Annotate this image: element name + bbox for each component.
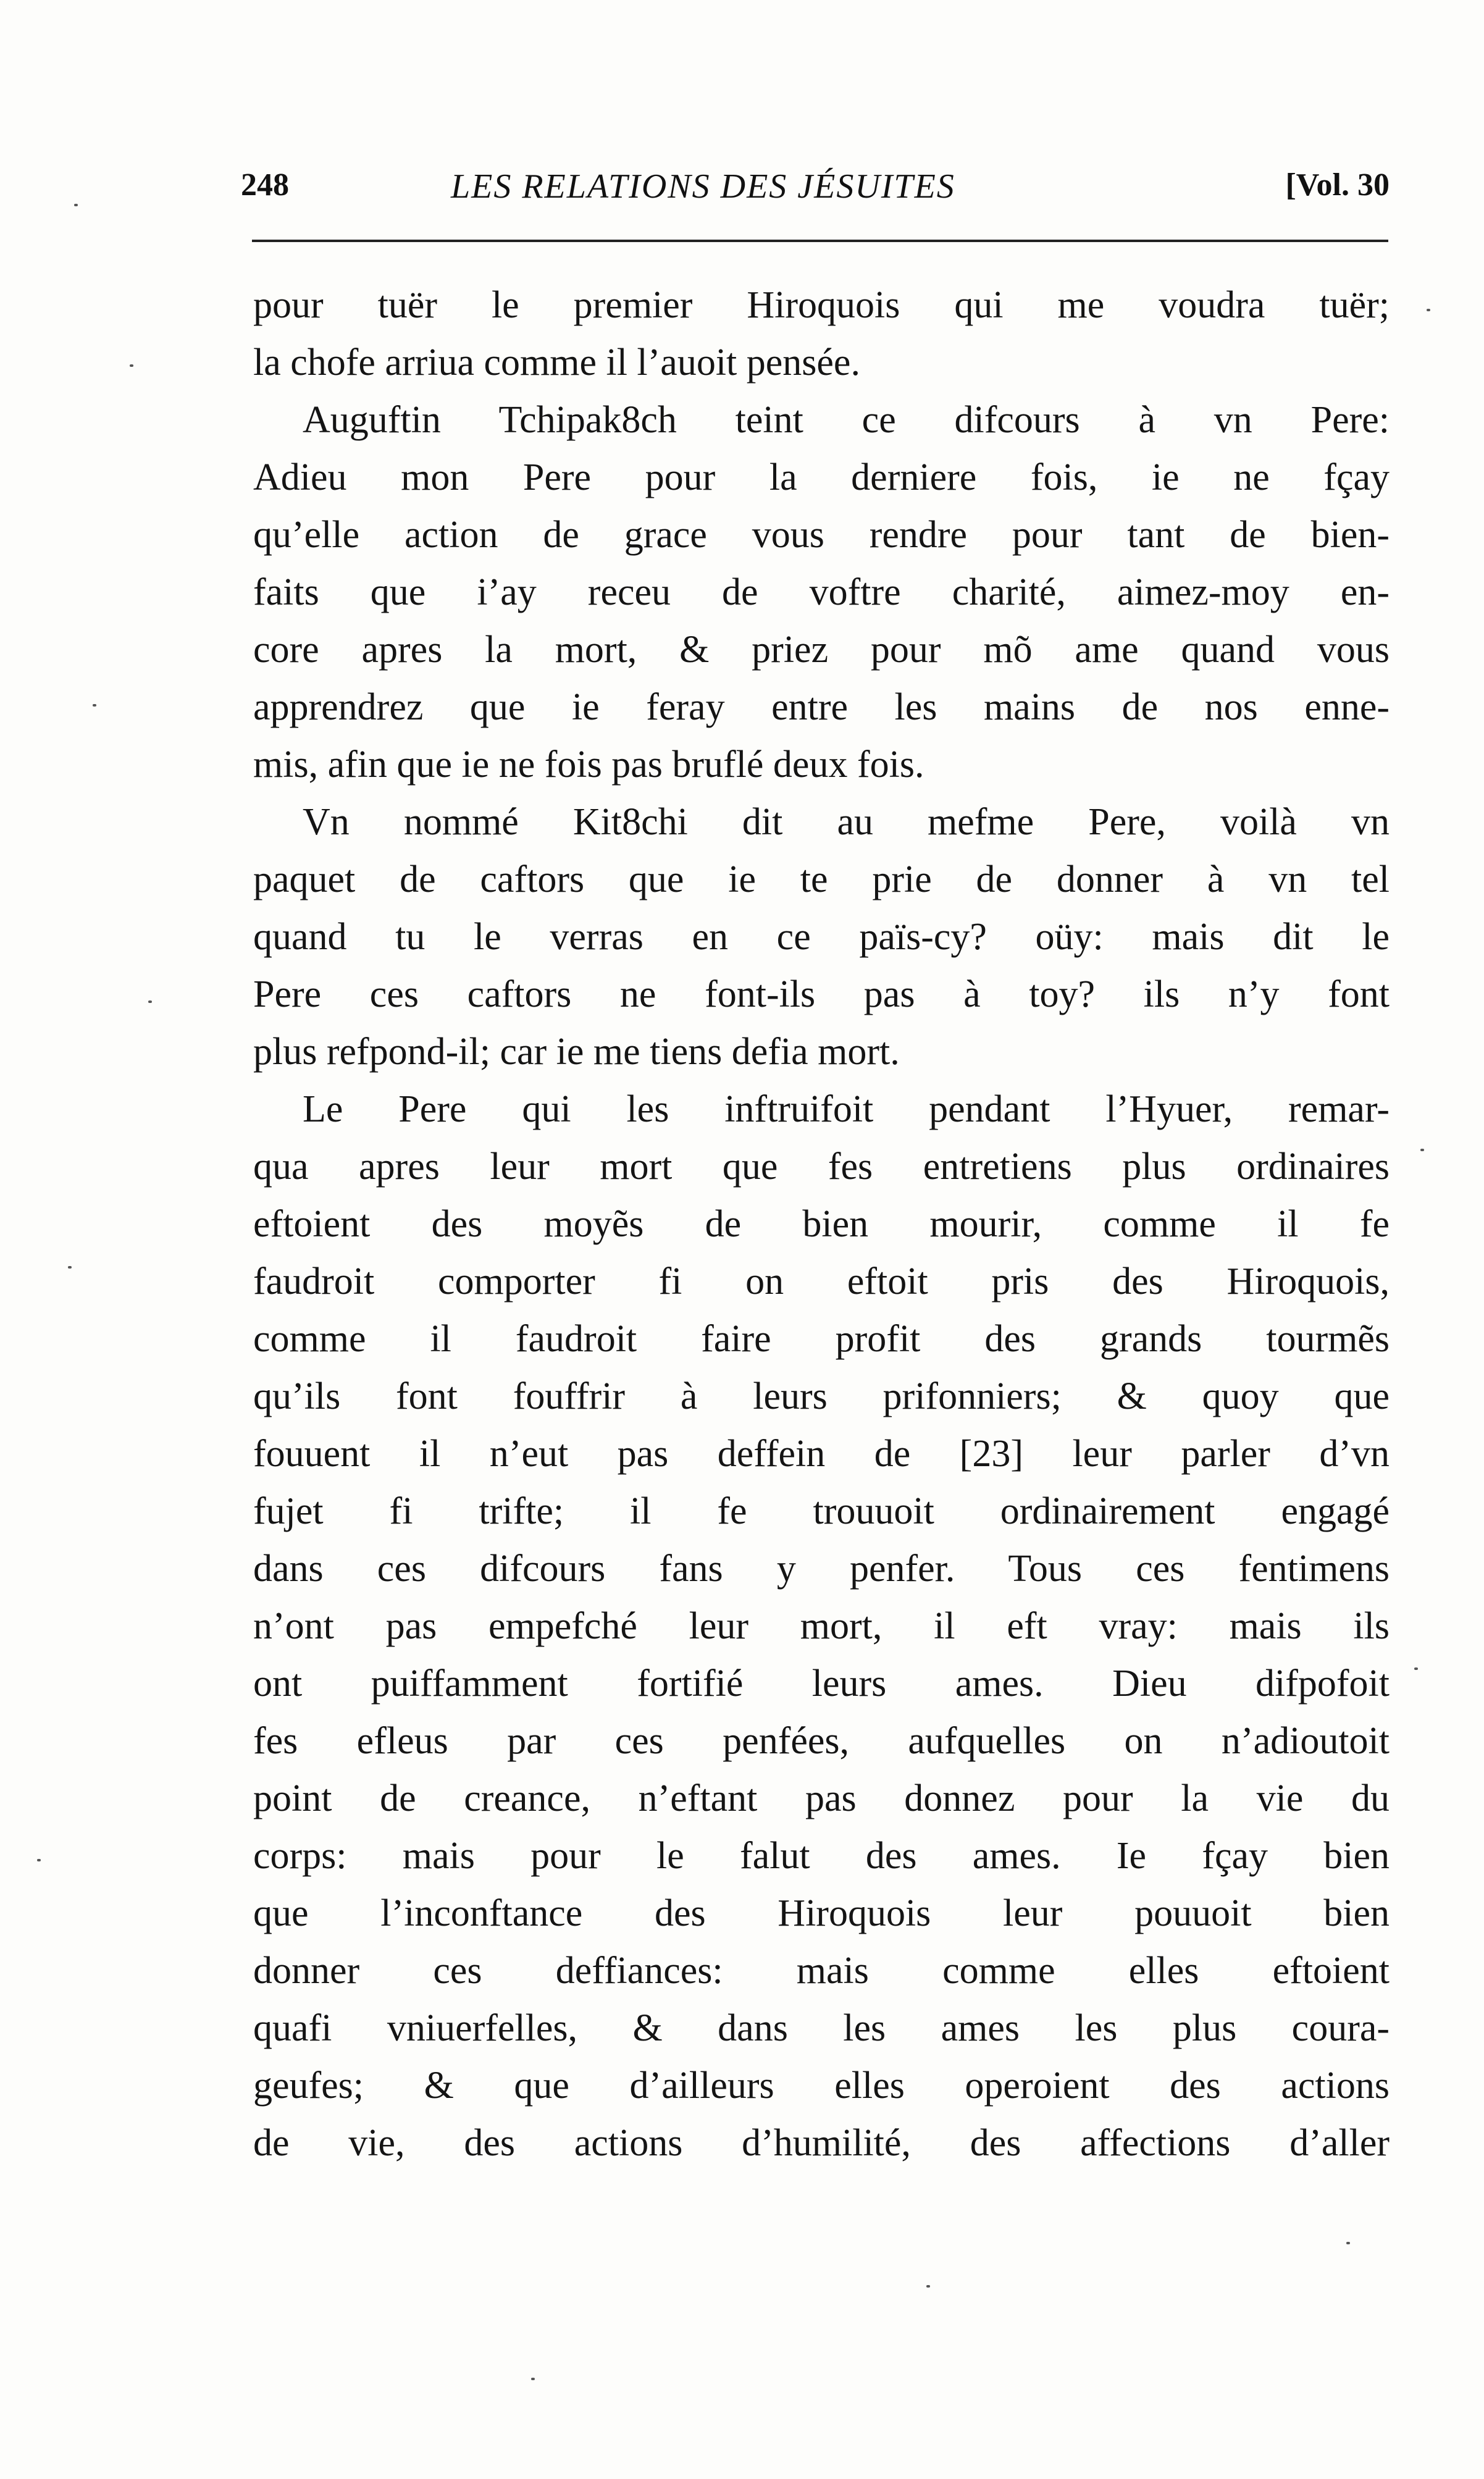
header-rule	[252, 240, 1388, 242]
text-line: Le Pere qui les inftruifoit pendant l’Hyuer, remar-	[303, 1088, 1390, 1130]
text-line: qu’elle action de grace vous rendre pour tant de bien-	[253, 514, 1390, 556]
text-line: quafi vniuerfelles, & dans les ames les plus coura-	[253, 2007, 1390, 2049]
text-line: donner ces deffiances: mais comme elles eftoient	[253, 1950, 1390, 1992]
text-line: geufes; & que d’ailleurs elles operoient des actions	[253, 2065, 1390, 2107]
scan-speck	[148, 1000, 152, 1003]
scan-speck	[37, 1859, 41, 1861]
text-line: core apres la mort, & priez pour mõ ame quand vous	[253, 629, 1390, 671]
text-line: mis, afin que ie ne fois pas bruflé deux fois.	[253, 744, 924, 786]
running-title: LES RELATIONS DES JÉSUITES	[451, 167, 955, 206]
text-line: de vie, des actions d’humilité, des affections d’aller	[253, 2122, 1390, 2164]
text-line: pour tuër le premier Hiroquois qui me voudra tuër;	[253, 284, 1390, 326]
text-line: Pere ces caftors ne font-ils pas à toy? ils n’y font	[253, 973, 1390, 1015]
text-line: paquet de caftors que ie te prie de donner à vn tel	[253, 858, 1390, 900]
text-line: plus refpond-il; car ie me tiens defia mort.	[253, 1031, 900, 1073]
body-text	[253, 277, 1390, 2172]
text-line: Vn nommé Kit8chi dit au mefme Pere, voilà vn	[303, 801, 1390, 843]
text-line: comme il faudroit faire profit des grands tourmẽs	[253, 1318, 1390, 1360]
text-line: la chofe arriua comme il l’auoit pensée.	[253, 342, 860, 384]
scan-speck	[130, 364, 133, 367]
text-line: dans ces difcours fans y penfer. Tous ces fentimens	[253, 1548, 1390, 1590]
text-line: que l’inconftance des Hiroquois leur pouuoit bien	[253, 1892, 1390, 1934]
scan-speck	[531, 2378, 535, 2380]
text-line: Adieu mon Pere pour la derniere fois, ie ne fçay	[253, 456, 1390, 498]
volume-label: [Vol. 30	[1285, 167, 1390, 203]
text-line: eftoient des moyẽs de bien mourir, comme il fe	[253, 1203, 1390, 1245]
scan-speck	[1346, 2242, 1350, 2244]
text-line: qua apres leur mort que fes entretiens plus ordinaires	[253, 1146, 1390, 1188]
text-line: n’ont pas empefché leur mort, il eft vray: mais ils	[253, 1605, 1390, 1647]
text-line: faudroit comporter fi on eftoit pris des Hiroquois,	[253, 1260, 1390, 1302]
scan-speck	[1414, 1667, 1418, 1670]
scan-speck	[68, 1266, 72, 1269]
text-line: quand tu le verras en ce païs-cy? oüy: mais dit le	[253, 916, 1390, 958]
text-line: apprendrez que ie feray entre les mains de nos enne-	[253, 686, 1390, 728]
page-number: 248	[241, 167, 289, 203]
scan-speck	[926, 2285, 930, 2288]
text-line: corps: mais pour le falut des ames. Ie fçay bien	[253, 1835, 1390, 1877]
text-line: fouuent il n’eut pas deffein de [23] leur parler d’vn	[253, 1433, 1390, 1475]
text-line: faits que i’ay receu de voftre charité, aimez-moy en-	[253, 571, 1390, 613]
scan-speck	[1427, 309, 1430, 311]
text-line: qu’ils font fouffrir à leurs prifonniers; & quoy que	[253, 1375, 1390, 1417]
text-line: ont puiffamment fortifié leurs ames. Dieu difpofoit	[253, 1663, 1390, 1705]
text-line: fujet fi trifte; il fe trouuoit ordinairement engagé	[253, 1490, 1390, 1532]
page-header	[241, 167, 1390, 222]
text-line: point de creance, n’eftant pas donnez pour la vie du	[253, 1777, 1390, 1819]
text-line: fes efleus par ces penfées, aufquelles on n’adioutoit	[253, 1720, 1390, 1762]
scan-speck	[74, 204, 78, 206]
scan-speck	[93, 704, 96, 707]
text-line: Auguftin Tchipak8ch teint ce difcours à vn Pere:	[303, 399, 1390, 441]
scan-speck	[1420, 1149, 1424, 1151]
